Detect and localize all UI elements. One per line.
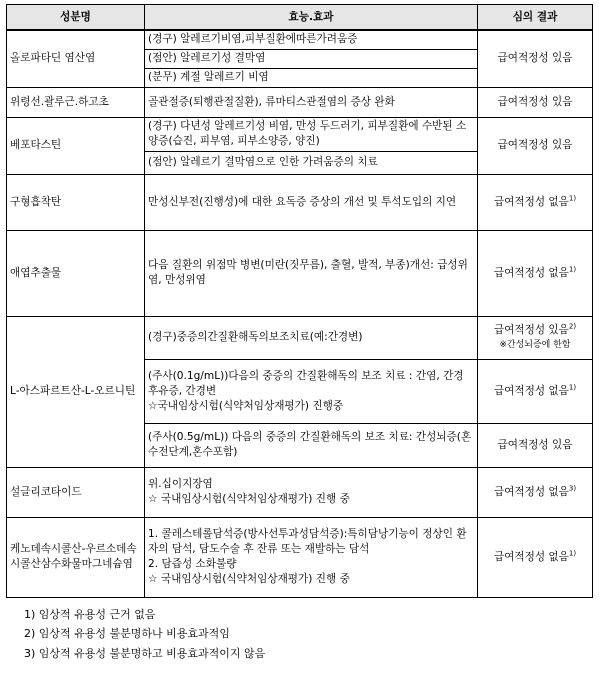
effect-text: 위.십이지장염 xyxy=(148,478,213,490)
review-result: 급여적정성 있음 xyxy=(478,423,593,467)
effect-text: (경구) 다년성 알레르기성 비염, 만성 두드러기, 피부질환에 수반된 소양증(습진, 피부염, 피부소양증, 양진) xyxy=(145,117,478,151)
table-header xyxy=(7,5,593,31)
table-row xyxy=(7,316,593,359)
footnote-ref: 1) xyxy=(568,193,577,202)
review-result: 급여적정성 없음 xyxy=(493,195,569,208)
effect-text: (경구) 알레르기비염,피부질환에따른가려움증 xyxy=(145,30,478,49)
ingredient-name: 위령선.괄루근.하고초 xyxy=(7,87,145,117)
effect-text: 다음 질환의 위점막 병변(미란(짓무름), 출혈, 발적, 부종)개선: 급성위염, 만성위염 xyxy=(145,230,478,316)
review-result-cell xyxy=(478,467,593,517)
table-row xyxy=(7,174,593,230)
effect-text: ☆ 국내임상시험(식약처임상재평가) 진행 중 xyxy=(148,493,350,505)
table-row xyxy=(7,87,593,117)
effect-text: (점안) 알레르기성 결막염 xyxy=(145,49,478,68)
review-result: 급여적정성 없음 xyxy=(493,550,569,563)
effect-cell xyxy=(145,517,478,597)
effect-cell xyxy=(145,467,478,517)
header-result: 심의 결과 xyxy=(478,5,593,31)
table-row xyxy=(7,30,593,49)
ingredient-name: 베포타스틴 xyxy=(7,117,145,174)
review-result-cell xyxy=(478,517,593,597)
ingredient-name: 설글리코타이드 xyxy=(7,467,145,517)
review-result: 급여적정성 있음 xyxy=(478,30,593,87)
effect-text: ☆ 국내임상시험(식약처임상재평가) 진행 중 xyxy=(148,573,350,585)
footnote-ref: 1) xyxy=(568,548,577,557)
footnotes xyxy=(6,605,592,664)
table-row xyxy=(7,117,593,151)
footnote-ref: 1) xyxy=(568,264,577,273)
ingredient-name: 애엽추출물 xyxy=(7,230,145,316)
footnote: 3) 임상적 유용성 불분명하고 비용효과적이지 않음 xyxy=(24,646,266,660)
review-result: 급여적정성 있음 xyxy=(493,323,569,336)
review-result-cell xyxy=(478,230,593,316)
result-note: ※간성뇌증에 한함 xyxy=(499,339,571,350)
review-result-cell xyxy=(478,359,593,423)
review-result-cell xyxy=(478,174,593,230)
footnote: 2) 임상적 유용성 불분명하나 비용효과적임 xyxy=(24,627,230,640)
ingredient-name: L-아스파르트산-L-오르니틴 xyxy=(7,316,145,467)
effect-text: 만성신부전(진행성)에 대한 요독증 증상의 개선 및 투석도입의 지연 xyxy=(145,174,478,230)
review-result: 급여적정성 없음 xyxy=(493,384,569,397)
effect-text: 골관절증(퇴행관절질환), 류마티스관절염의 증상 완화 xyxy=(145,87,478,117)
effect-text: (주사(0.5g/mL)) 다음의 중증의 간질환해독의 보조 치료: 간성뇌증(혼수전단계,혼수포함) xyxy=(145,423,478,467)
effect-text: (주사(0.1g/mL))다음의 중증의 간질환해독의 보조 치료 : 간염, 간경 후유증, 간경변 xyxy=(148,369,464,397)
footnote: 1) 임상적 유용성 근거 없음 xyxy=(24,607,156,621)
effect-text: 1. 콜레스테롤담석증(방사선투과성담석증):특히담낭기능이 정상인 환자의 담석, 담도수술 후 잔류 또는 재발하는 담석 xyxy=(148,528,467,555)
review-result: 급여적정성 없음 xyxy=(493,485,569,498)
ingredient-name: 구형흡착탄 xyxy=(7,174,145,230)
footnote-ref: 3) xyxy=(568,483,577,492)
footnote-ref: 1) xyxy=(568,382,577,391)
ingredient-name: 케노데속시콜산-우르소데속시콜산삼수화물마그네슘염 xyxy=(7,517,145,597)
review-result: 급여적정성 있음 xyxy=(478,87,593,117)
effect-cell xyxy=(145,359,478,423)
review-result: 급여적정성 없음 xyxy=(493,266,569,279)
footnote-ref: 2) xyxy=(568,321,577,330)
effect-text: (분무) 계절 알레르기 비염 xyxy=(145,68,478,87)
table-row xyxy=(7,517,593,597)
header-name: 성분명 xyxy=(7,5,145,31)
ingredient-name: 올로파타딘 염산염 xyxy=(7,30,145,87)
effect-text: ☆국내임상시험(식약처임상재평가) 진행중 xyxy=(148,399,344,412)
review-result: 급여적정성 있음 xyxy=(478,117,593,174)
table-row xyxy=(7,230,593,316)
review-result-cell xyxy=(478,316,593,359)
table-row xyxy=(7,467,593,517)
effect-text: (경구)중증의간질환해독의보조치료(예:간경변) xyxy=(145,316,478,359)
effect-text: (점안) 알레르기 결막염으로 인한 가려움증의 치료 xyxy=(145,151,478,174)
effect-text: 2. 담즙성 소화불량 xyxy=(148,558,237,570)
header-effect: 효능.효과 xyxy=(145,5,478,31)
document xyxy=(6,4,592,663)
review-table xyxy=(6,4,593,598)
